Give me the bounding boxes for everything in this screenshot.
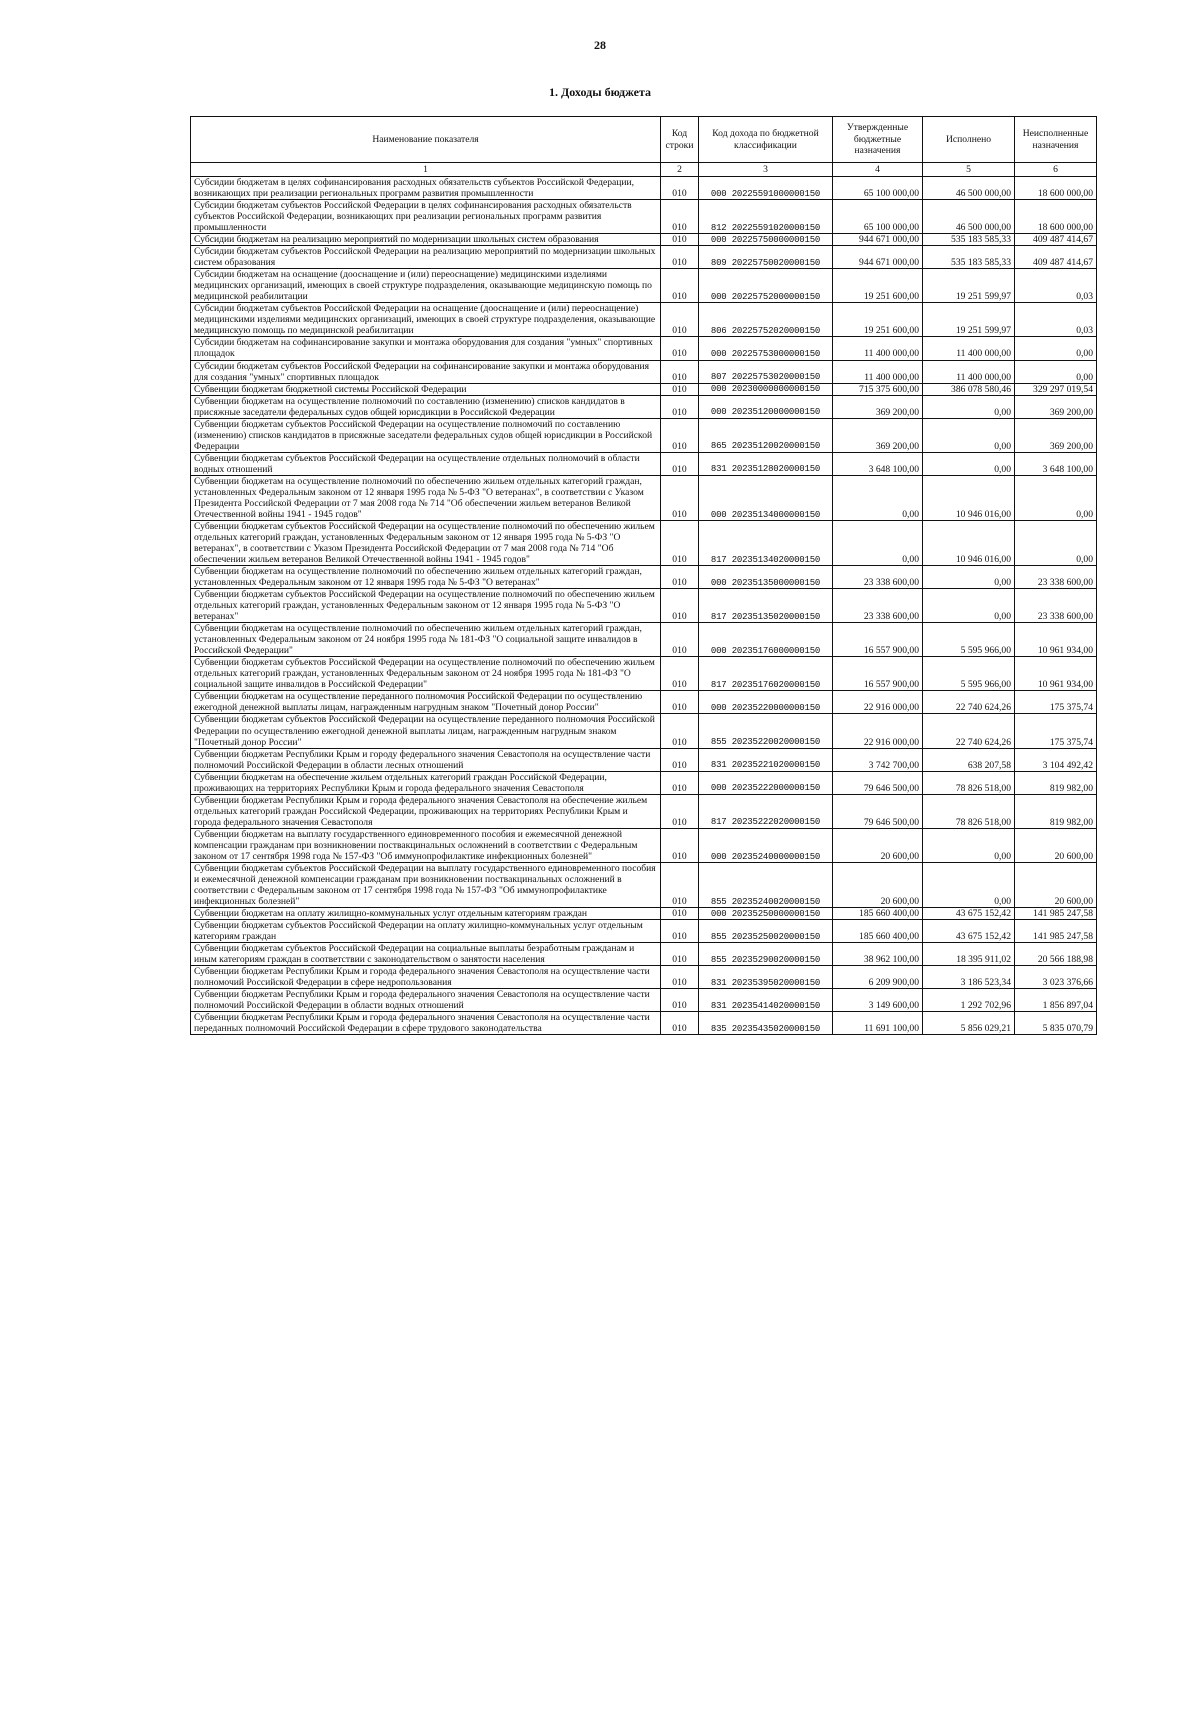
header-executed: Исполнено (923, 117, 1015, 163)
line-code-cell: 010 (661, 200, 699, 234)
approved-amount-cell: 23 338 600,00 (833, 566, 923, 589)
table-row (191, 1012, 1097, 1035)
unexecuted-amount-cell: 0,00 (1015, 475, 1097, 520)
table-row (191, 418, 1097, 452)
table-body (191, 177, 1097, 1035)
income-code-cell: 000 20235176000000150 (699, 623, 833, 657)
executed-amount-cell: 10 946 016,00 (923, 475, 1015, 520)
line-code-cell: 010 (661, 246, 699, 269)
approved-amount-cell: 19 251 600,00 (833, 303, 923, 337)
line-code-cell: 010 (661, 862, 699, 907)
indicator-name-cell: Субсидии бюджетам субъектов Российской Федерации в целях софинансирования расходных обязательств субъектов Российской Федерации, возникающих при реализации региональных программ развития промышленности (191, 200, 661, 234)
table-row (191, 589, 1097, 623)
line-code-cell: 010 (661, 1012, 699, 1035)
line-code-cell: 010 (661, 989, 699, 1012)
executed-amount-cell: 1 292 702,96 (923, 989, 1015, 1012)
indicator-name-cell: Субвенции бюджетам бюджетной системы Российской Федерации (191, 383, 661, 395)
line-code-cell: 010 (661, 337, 699, 360)
unexecuted-amount-cell: 23 338 600,00 (1015, 589, 1097, 623)
indicator-name-cell: Субвенции бюджетам на осуществление полномочий по обеспечению жильем отдельных категорий граждан, установленных Федеральным законом от 12 января 1995 года № 5-ФЗ "О ветеранах", в соответствии с Указом Президента Российской Федерации от 7 мая 2008 года № 714 "Об обеспечении жильем ветеранов Великой Отечественной войны 1941 - 1945 годов" (191, 475, 661, 520)
executed-amount-cell: 0,00 (923, 589, 1015, 623)
indicator-name-cell: Субсидии бюджетам на реализацию мероприятий по модернизации школьных систем образования (191, 234, 661, 246)
income-code-cell: 000 20225591000000150 (699, 177, 833, 200)
unexecuted-amount-cell: 369 200,00 (1015, 395, 1097, 418)
income-code-cell: 000 20225750000000150 (699, 234, 833, 246)
indicator-name-cell: Субсидии бюджетам субъектов Российской Федерации на оснащение (дооснащение и (или) переоснащение) медицинскими изделиями медицинских организаций, имеющих в своей структуре подразделения, оказывающие медицинскую помощь по медицинской реабилитации (191, 303, 661, 337)
indicator-name-cell: Субвенции бюджетам на осуществление полномочий по обеспечению жильем отдельных категорий граждан, установленных Федеральным законом от 24 ноября 1995 года № 181-ФЗ "О социальной защите инвалидов в Российской Федерации" (191, 623, 661, 657)
executed-amount-cell: 386 078 580,46 (923, 383, 1015, 395)
line-code-cell: 010 (661, 177, 699, 200)
approved-amount-cell: 944 671 000,00 (833, 246, 923, 269)
unexecuted-amount-cell: 409 487 414,67 (1015, 246, 1097, 269)
unexecuted-amount-cell: 0,00 (1015, 360, 1097, 383)
indicator-name-cell: Субвенции бюджетам субъектов Российской Федерации на оплату жилищно-коммунальных услуг отдельным категориям граждан (191, 920, 661, 943)
line-code-cell: 010 (661, 748, 699, 771)
indicator-name-cell: Субвенции бюджетам субъектов Российской Федерации на выплату государственного единовременного пособия и ежемесячной денежной компенсации гражданам при возникновении поствакцинальных осложнений в соответствии с Федеральным законом от 17 сентября 1998 года № 157-ФЗ "Об иммунопрофилактике инфекционных болезней" (191, 862, 661, 907)
unexecuted-amount-cell: 819 982,00 (1015, 794, 1097, 828)
table-row (191, 714, 1097, 748)
income-code-cell: 831 20235128020000150 (699, 452, 833, 475)
indicator-name-cell: Субвенции бюджетам субъектов Российской Федерации на осуществление полномочий по составлению (изменению) списков кандидатов в присяжные заседатели федеральных судов общей юрисдикции в Российской Федерации (191, 418, 661, 452)
table-header-row (191, 117, 1097, 163)
table-row (191, 908, 1097, 920)
line-code-cell: 010 (661, 589, 699, 623)
unexecuted-amount-cell: 3 648 100,00 (1015, 452, 1097, 475)
approved-amount-cell: 369 200,00 (833, 418, 923, 452)
executed-amount-cell: 0,00 (923, 395, 1015, 418)
income-code-cell: 000 20230000000000150 (699, 383, 833, 395)
table-row (191, 383, 1097, 395)
approved-amount-cell: 79 646 500,00 (833, 794, 923, 828)
table-row (191, 966, 1097, 989)
income-code-cell: 812 20225591020000150 (699, 200, 833, 234)
income-code-cell: 831 20235395020000150 (699, 966, 833, 989)
line-code-cell: 010 (661, 383, 699, 395)
income-code-cell: 817 20235135020000150 (699, 589, 833, 623)
indicator-name-cell: Субвенции бюджетам субъектов Российской Федерации на социальные выплаты безработным гражданам и иным категориям граждан в соответствии с законодательством о занятости населения (191, 943, 661, 966)
line-code-cell: 010 (661, 520, 699, 565)
approved-amount-cell: 0,00 (833, 475, 923, 520)
executed-amount-cell: 638 207,58 (923, 748, 1015, 771)
indicator-name-cell: Субсидии бюджетам субъектов Российской Федерации на софинансирование закупки и монтажа оборудования для создания "умных" спортивных площадок (191, 360, 661, 383)
approved-amount-cell: 38 962 100,00 (833, 943, 923, 966)
line-code-cell: 010 (661, 966, 699, 989)
unexecuted-amount-cell: 3 023 376,66 (1015, 966, 1097, 989)
line-code-cell: 010 (661, 657, 699, 691)
approved-amount-cell: 6 209 900,00 (833, 966, 923, 989)
income-code-cell: 000 20235250000000150 (699, 908, 833, 920)
executed-amount-cell: 535 183 585,33 (923, 234, 1015, 246)
income-code-cell: 000 20235222000000150 (699, 771, 833, 794)
line-code-cell: 010 (661, 418, 699, 452)
income-code-cell: 855 20235240020000150 (699, 862, 833, 907)
table-row (191, 246, 1097, 269)
table-row (191, 520, 1097, 565)
table-row (191, 452, 1097, 475)
table-row (191, 566, 1097, 589)
indicator-name-cell: Субвенции бюджетам на выплату государственного единовременного пособия и ежемесячной денежной компенсации гражданам при возникновении поствакцинальных осложнений в соответствии с Федеральным законом от 17 сентября 1998 года № 157-ФЗ "Об иммунопрофилактике инфекционных болезней" (191, 828, 661, 862)
income-code-cell: 835 20235435020000150 (699, 1012, 833, 1035)
line-code-cell: 010 (661, 303, 699, 337)
line-code-cell: 010 (661, 566, 699, 589)
table-row (191, 269, 1097, 303)
table-row (191, 475, 1097, 520)
unexecuted-amount-cell: 18 600 000,00 (1015, 200, 1097, 234)
approved-amount-cell: 369 200,00 (833, 395, 923, 418)
approved-amount-cell: 11 691 100,00 (833, 1012, 923, 1035)
indicator-name-cell: Субсидии бюджетам на софинансирование закупки и монтажа оборудования для создания "умных" спортивных площадок (191, 337, 661, 360)
approved-amount-cell: 22 916 000,00 (833, 691, 923, 714)
approved-amount-cell: 944 671 000,00 (833, 234, 923, 246)
income-code-cell: 000 20225753000000150 (699, 337, 833, 360)
header-approved: Утвержденные бюджетные назначения (833, 117, 923, 163)
unexecuted-amount-cell: 369 200,00 (1015, 418, 1097, 452)
table-row (191, 657, 1097, 691)
indicator-name-cell: Субвенции бюджетам Республики Крым и городу федерального значения Севастополя на осуществление части полномочий Российской Федерации в области лесных отношений (191, 748, 661, 771)
unexecuted-amount-cell: 819 982,00 (1015, 771, 1097, 794)
indicator-name-cell: Субвенции бюджетам Республики Крым и города федерального значения Севастополя на осуществление части полномочий Российской Федерации в области водных отношений (191, 989, 661, 1012)
executed-amount-cell: 0,00 (923, 828, 1015, 862)
income-code-cell: 817 20235222020000150 (699, 794, 833, 828)
unexecuted-amount-cell: 409 487 414,67 (1015, 234, 1097, 246)
unexecuted-amount-cell: 141 985 247,58 (1015, 920, 1097, 943)
line-code-cell: 010 (661, 828, 699, 862)
unexecuted-amount-cell: 175 375,74 (1015, 714, 1097, 748)
approved-amount-cell: 65 100 000,00 (833, 200, 923, 234)
unexecuted-amount-cell: 23 338 600,00 (1015, 566, 1097, 589)
indicator-name-cell: Субвенции бюджетам на оплату жилищно-коммунальных услуг отдельным категориям граждан (191, 908, 661, 920)
executed-amount-cell: 10 946 016,00 (923, 520, 1015, 565)
line-code-cell: 010 (661, 691, 699, 714)
income-code-cell: 000 20225752000000150 (699, 269, 833, 303)
approved-amount-cell: 3 149 600,00 (833, 989, 923, 1012)
indicator-name-cell: Субвенции бюджетам субъектов Российской Федерации на осуществление полномочий по обеспечению жильем отдельных категорий граждан, установленных Федеральным законом от 24 ноября 1995 года № 181-ФЗ "О социальной защите инвалидов в Российской Федерации" (191, 657, 661, 691)
table-row (191, 920, 1097, 943)
budget-income-table (190, 116, 1097, 1035)
column-number: 3 (699, 163, 833, 177)
approved-amount-cell: 11 400 000,00 (833, 360, 923, 383)
approved-amount-cell: 79 646 500,00 (833, 771, 923, 794)
approved-amount-cell: 11 400 000,00 (833, 337, 923, 360)
unexecuted-amount-cell: 20 600,00 (1015, 862, 1097, 907)
table-row (191, 943, 1097, 966)
indicator-name-cell: Субвенции бюджетам Республики Крым и города федерального значения Севастополя на обеспечение жильем отдельных категорий граждан Российской Федерации, проживающих на территориях Республики Крым и города федерального значения Севастополя (191, 794, 661, 828)
table-row (191, 303, 1097, 337)
executed-amount-cell: 11 400 000,00 (923, 360, 1015, 383)
table-row (191, 360, 1097, 383)
executed-amount-cell: 5 856 029,21 (923, 1012, 1015, 1035)
executed-amount-cell: 0,00 (923, 452, 1015, 475)
income-code-cell: 817 20235176020000150 (699, 657, 833, 691)
unexecuted-amount-cell: 141 985 247,58 (1015, 908, 1097, 920)
table-row (191, 989, 1097, 1012)
executed-amount-cell: 46 500 000,00 (923, 177, 1015, 200)
indicator-name-cell: Субвенции бюджетам на осуществление полномочий по обеспечению жильем отдельных категорий граждан, установленных Федеральным законом от 12 января 1995 года № 5-ФЗ "О ветеранах" (191, 566, 661, 589)
line-code-cell: 010 (661, 234, 699, 246)
executed-amount-cell: 19 251 599,97 (923, 269, 1015, 303)
approved-amount-cell: 22 916 000,00 (833, 714, 923, 748)
income-code-cell: 855 20235290020000150 (699, 943, 833, 966)
line-code-cell: 010 (661, 920, 699, 943)
unexecuted-amount-cell: 18 600 000,00 (1015, 177, 1097, 200)
line-code-cell: 010 (661, 269, 699, 303)
approved-amount-cell: 16 557 900,00 (833, 657, 923, 691)
approved-amount-cell: 65 100 000,00 (833, 177, 923, 200)
line-code-cell: 010 (661, 452, 699, 475)
header-indicator-name: Наименование показателя (191, 117, 661, 163)
income-code-cell: 000 20235135000000150 (699, 566, 833, 589)
unexecuted-amount-cell: 0,03 (1015, 269, 1097, 303)
income-code-cell: 806 20225752020000150 (699, 303, 833, 337)
approved-amount-cell: 185 660 400,00 (833, 908, 923, 920)
approved-amount-cell: 23 338 600,00 (833, 589, 923, 623)
income-code-cell: 000 20235240000000150 (699, 828, 833, 862)
indicator-name-cell: Субвенции бюджетам на обеспечение жильем отдельных категорий граждан Российской Федерации, проживающих на территориях Республики Крым и города федерального значения Севастополя (191, 771, 661, 794)
executed-amount-cell: 22 740 624,26 (923, 714, 1015, 748)
unexecuted-amount-cell: 1 856 897,04 (1015, 989, 1097, 1012)
unexecuted-amount-cell: 175 375,74 (1015, 691, 1097, 714)
executed-amount-cell: 3 186 523,34 (923, 966, 1015, 989)
line-code-cell: 010 (661, 623, 699, 657)
table-row (191, 395, 1097, 418)
table-row (191, 177, 1097, 200)
line-code-cell: 010 (661, 943, 699, 966)
executed-amount-cell: 535 183 585,33 (923, 246, 1015, 269)
approved-amount-cell: 0,00 (833, 520, 923, 565)
unexecuted-amount-cell: 329 297 019,54 (1015, 383, 1097, 395)
indicator-name-cell: Субсидии бюджетам на оснащение (дооснащение и (или) переоснащение) медицинскими изделиями медицинских организаций, имеющих в своей структуре подразделения, оказывающие медицинскую помощь по медицинской реабилитации (191, 269, 661, 303)
executed-amount-cell: 0,00 (923, 566, 1015, 589)
approved-amount-cell: 3 742 700,00 (833, 748, 923, 771)
approved-amount-cell: 715 375 600,00 (833, 383, 923, 395)
indicator-name-cell: Субвенции бюджетам на осуществление переданного полномочия Российской Федерации по осуществлению ежегодной денежной выплаты лицам, награжденным нагрудным знаком "Почетный донор России" (191, 691, 661, 714)
column-number: 2 (661, 163, 699, 177)
line-code-cell: 010 (661, 908, 699, 920)
header-line-code: Код строки (661, 117, 699, 163)
indicator-name-cell: Субвенции бюджетам субъектов Российской Федерации на осуществление полномочий по обеспечению жильем отдельных категорий граждан, установленных Федеральным законом от 12 января 1995 года № 5-ФЗ "О ветеранах" (191, 589, 661, 623)
executed-amount-cell: 43 675 152,42 (923, 920, 1015, 943)
unexecuted-amount-cell: 0,00 (1015, 337, 1097, 360)
executed-amount-cell: 0,00 (923, 418, 1015, 452)
indicator-name-cell: Субвенции бюджетам субъектов Российской Федерации на осуществление отдельных полномочий в области водных отношений (191, 452, 661, 475)
income-code-cell: 000 20235134000000150 (699, 475, 833, 520)
approved-amount-cell: 185 660 400,00 (833, 920, 923, 943)
column-number: 1 (191, 163, 661, 177)
indicator-name-cell: Субвенции бюджетам Республики Крым и города федерального значения Севастополя на осуществление части полномочий Российской Федерации в сфере недропользования (191, 966, 661, 989)
table-row (191, 748, 1097, 771)
executed-amount-cell: 5 595 966,00 (923, 623, 1015, 657)
executed-amount-cell: 5 595 966,00 (923, 657, 1015, 691)
table-row (191, 337, 1097, 360)
income-code-cell: 807 20225753020000150 (699, 360, 833, 383)
income-code-cell: 000 20235120000000150 (699, 395, 833, 418)
unexecuted-amount-cell: 0,03 (1015, 303, 1097, 337)
executed-amount-cell: 43 675 152,42 (923, 908, 1015, 920)
unexecuted-amount-cell: 10 961 934,00 (1015, 623, 1097, 657)
line-code-cell: 010 (661, 475, 699, 520)
executed-amount-cell: 18 395 911,02 (923, 943, 1015, 966)
income-code-cell: 809 20225750020000150 (699, 246, 833, 269)
approved-amount-cell: 19 251 600,00 (833, 269, 923, 303)
column-number-row (191, 163, 1097, 177)
table-row (191, 623, 1097, 657)
line-code-cell: 010 (661, 794, 699, 828)
income-code-cell: 865 20235120020000150 (699, 418, 833, 452)
income-code-cell: 855 20235250020000150 (699, 920, 833, 943)
table-row (191, 771, 1097, 794)
unexecuted-amount-cell: 3 104 492,42 (1015, 748, 1097, 771)
table-row (191, 862, 1097, 907)
income-code-cell: 831 20235221020000150 (699, 748, 833, 771)
section-title: 1. Доходы бюджета (548, 85, 652, 99)
header-unexecuted: Неисполненные назначения (1015, 117, 1097, 163)
executed-amount-cell: 0,00 (923, 862, 1015, 907)
line-code-cell: 010 (661, 714, 699, 748)
unexecuted-amount-cell: 5 835 070,79 (1015, 1012, 1097, 1035)
income-code-cell: 831 20235414020000150 (699, 989, 833, 1012)
indicator-name-cell: Субсидии бюджетам субъектов Российской Федерации на реализацию мероприятий по модернизации школьных систем образования (191, 246, 661, 269)
executed-amount-cell: 46 500 000,00 (923, 200, 1015, 234)
executed-amount-cell: 19 251 599,97 (923, 303, 1015, 337)
unexecuted-amount-cell: 20 566 188,98 (1015, 943, 1097, 966)
line-code-cell: 010 (661, 360, 699, 383)
table-row (191, 234, 1097, 246)
indicator-name-cell: Субвенции бюджетам на осуществление полномочий по составлению (изменению) списков кандидатов в присяжные заседатели федеральных судов общей юрисдикции в Российской Федерации (191, 395, 661, 418)
header-income-code: Код дохода по бюджетной классификации (699, 117, 833, 163)
unexecuted-amount-cell: 0,00 (1015, 520, 1097, 565)
indicator-name-cell: Субвенции бюджетам Республики Крым и города федерального значения Севастополя на осуществление части переданных полномочий Российской Федерации в сфере трудового законодательства (191, 1012, 661, 1035)
page-number: 28 (594, 38, 606, 52)
table-row (191, 200, 1097, 234)
income-code-cell: 000 20235220000000150 (699, 691, 833, 714)
table-row (191, 691, 1097, 714)
income-code-cell: 817 20235134020000150 (699, 520, 833, 565)
income-code-cell: 855 20235220020000150 (699, 714, 833, 748)
executed-amount-cell: 78 826 518,00 (923, 771, 1015, 794)
executed-amount-cell: 22 740 624,26 (923, 691, 1015, 714)
unexecuted-amount-cell: 10 961 934,00 (1015, 657, 1097, 691)
column-number: 6 (1015, 163, 1097, 177)
line-code-cell: 010 (661, 771, 699, 794)
column-number: 4 (833, 163, 923, 177)
approved-amount-cell: 16 557 900,00 (833, 623, 923, 657)
table-row (191, 794, 1097, 828)
table-row (191, 828, 1097, 862)
unexecuted-amount-cell: 20 600,00 (1015, 828, 1097, 862)
approved-amount-cell: 20 600,00 (833, 828, 923, 862)
executed-amount-cell: 11 400 000,00 (923, 337, 1015, 360)
column-number: 5 (923, 163, 1015, 177)
indicator-name-cell: Субвенции бюджетам субъектов Российской Федерации на осуществление переданного полномочия Российской Федерации по осуществлению ежегодной денежной выплаты лицам, награжденным нагрудным знаком "Почетный донор России" (191, 714, 661, 748)
approved-amount-cell: 20 600,00 (833, 862, 923, 907)
indicator-name-cell: Субвенции бюджетам субъектов Российской Федерации на осуществление полномочий по обеспечению жильем отдельных категорий граждан, установленных Федеральным законом от 12 января 1995 года № 5-ФЗ "О ветеранах", в соответствии с Указом Президента Российской Федерации от 7 мая 2008 года № 714 "Об обеспечении жильем ветеранов Великой Отечественной войны 1941 - 1945 годов" (191, 520, 661, 565)
indicator-name-cell: Субсидии бюджетам в целях софинансирования расходных обязательств субъектов Российской Федерации, возникающих при реализации региональных программ развития промышленности (191, 177, 661, 200)
executed-amount-cell: 78 826 518,00 (923, 794, 1015, 828)
approved-amount-cell: 3 648 100,00 (833, 452, 923, 475)
line-code-cell: 010 (661, 395, 699, 418)
